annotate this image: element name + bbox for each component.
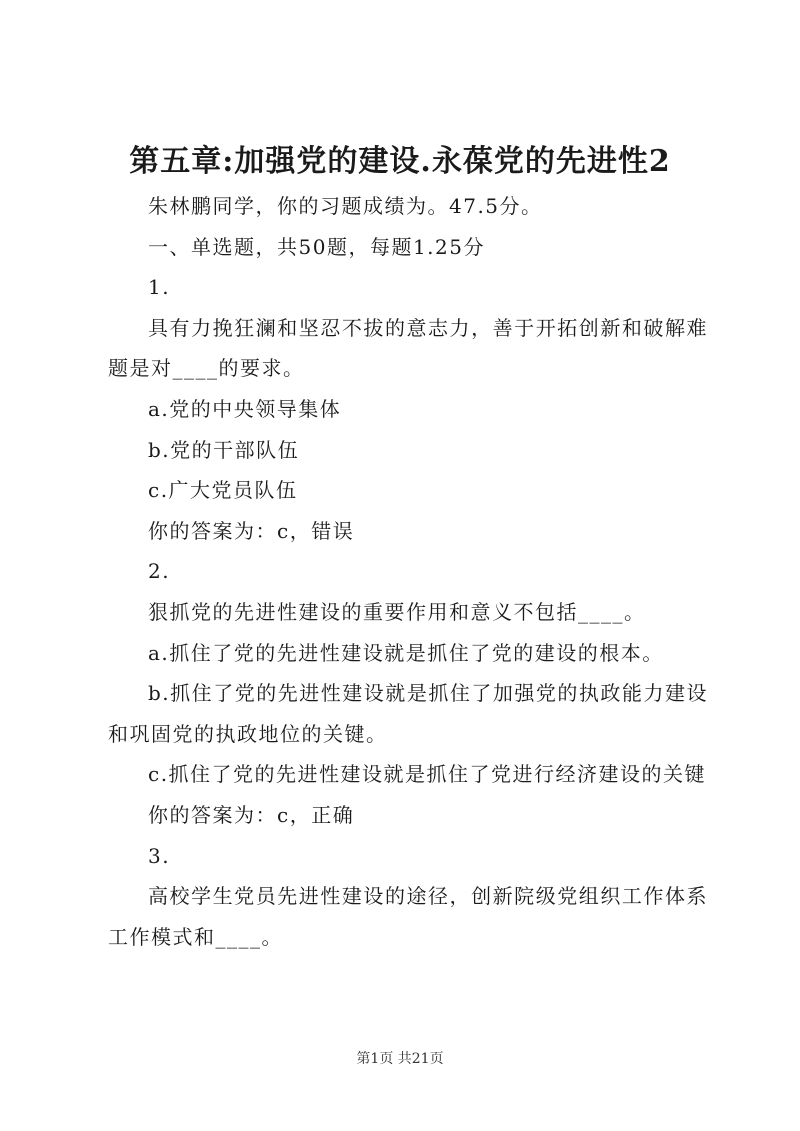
page-footer: 第1页 共21页 (356, 1051, 444, 1067)
page-title: 第五章:加强党的建设.永葆党的先进性2 (129, 144, 671, 179)
score-line: 朱林鹏同学，你的习题成绩为。47.5分。 (148, 194, 543, 218)
answer-option: b.党的干部队伍 (148, 437, 300, 462)
answer-option: c.广大党员队伍 (148, 478, 298, 503)
your-answer: 你的答案为：c，正确 (148, 802, 355, 827)
question-text: 高校学生党员先进性建设的途径，创新院级党组织工作体系工作模式和____。 (108, 884, 708, 949)
answer-option: c.抓住了党的先进性建设就是抓住了党进行经济建设的关键 (148, 762, 707, 787)
answer-option: b.抓住了党的先进性建设就是抓住了加强党的执政能力建设和巩固党的执政地位的关键。 (108, 681, 708, 746)
document-body (108, 186, 708, 957)
question-number: 1. (148, 275, 171, 300)
question-text: 具有力挽狂澜和坚忍不拔的意志力，善于开拓创新和破解难题是对____的要求。 (108, 315, 708, 381)
your-answer: 你的答案为：c，错误 (148, 518, 355, 543)
answer-option: a.党的中央领导集体 (148, 396, 342, 421)
question-number: 2. (148, 559, 171, 584)
question-text: 狠抓党的先进性建设的重要作用和意义不包括____。 (148, 599, 646, 624)
section-heading: 一、单选题，共50题，每题1.25分 (148, 234, 485, 259)
answer-option: a.抓住了党的先进性建设就是抓住了党的建设的根本。 (148, 640, 664, 665)
question-number: 3. (148, 843, 171, 868)
